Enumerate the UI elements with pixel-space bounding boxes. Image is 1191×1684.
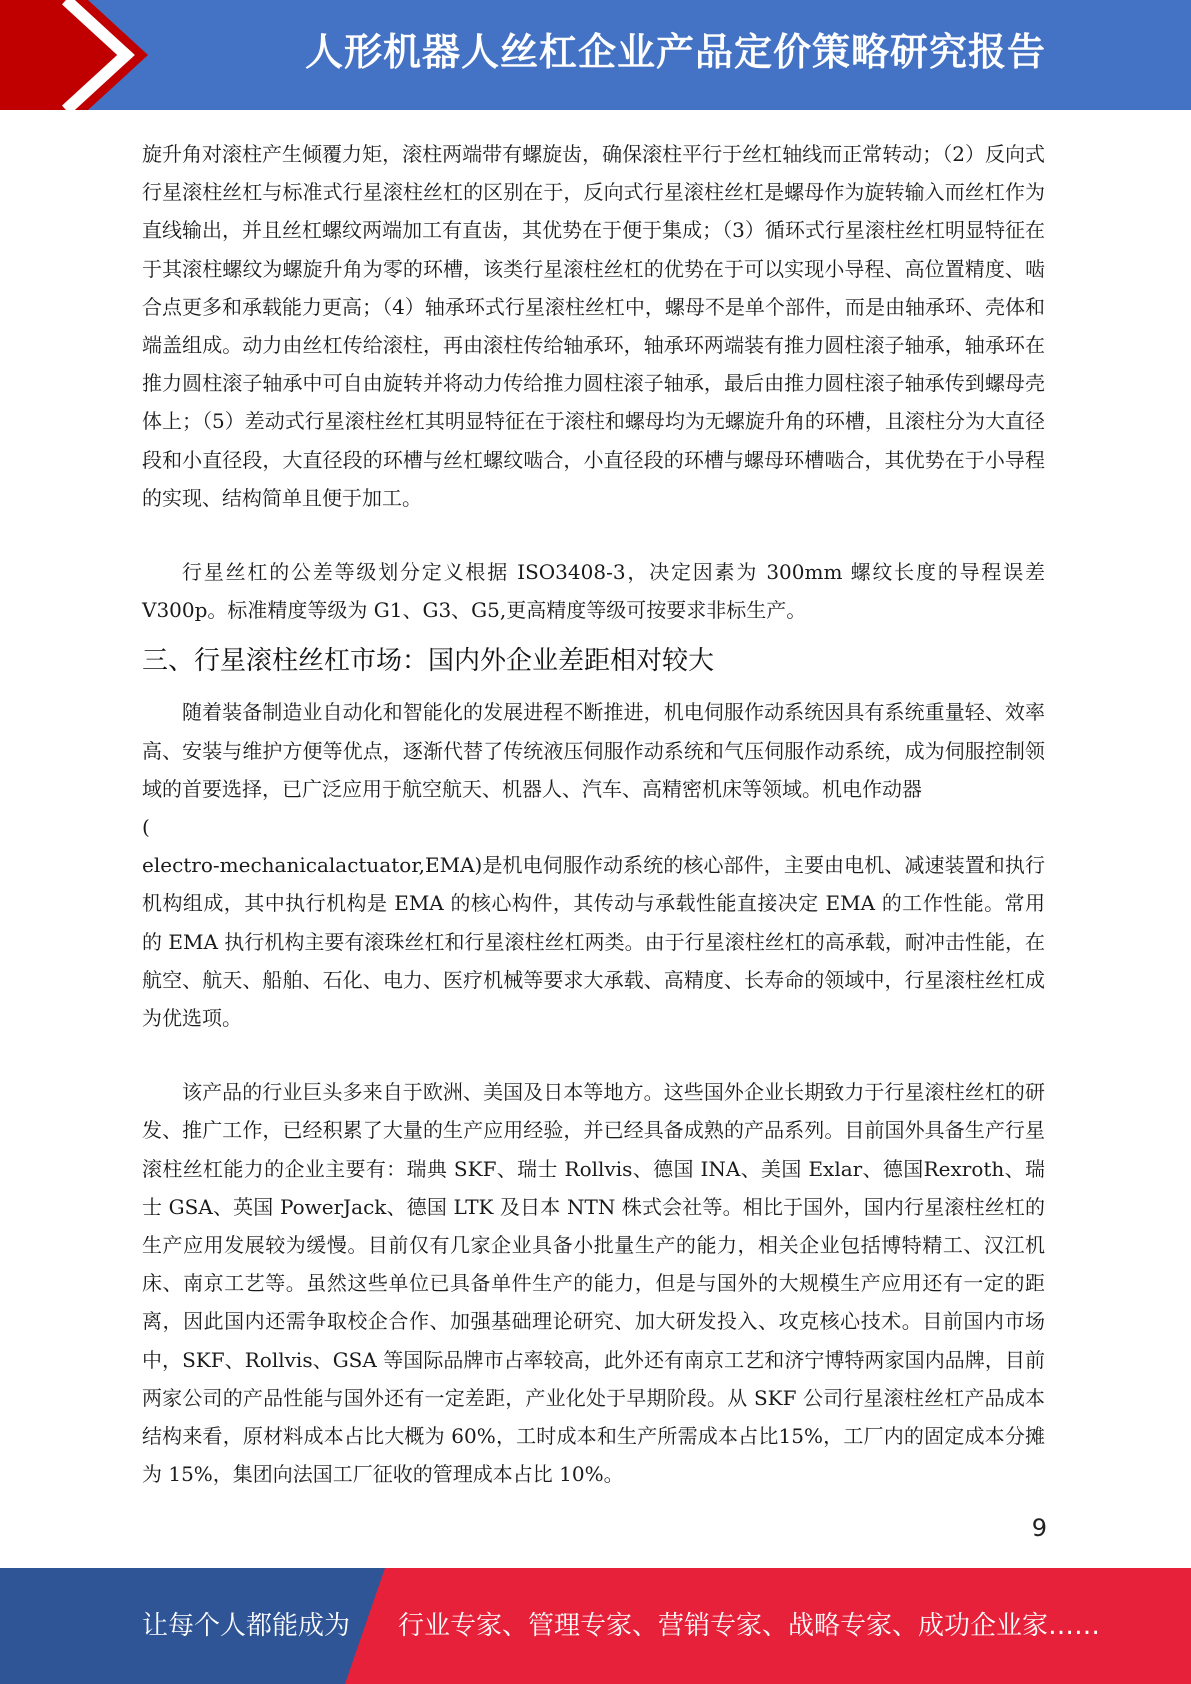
- main-content: [142, 135, 1045, 1494]
- paragraph-ema-intro: 随着装备制造业自动化和智能化的发展进程不断推进，机电伺服作动系统因具有系统重量轻、效率高、安装与维护方便等优点，逐渐代替了传统液压伺服作动系统和气压伺服作动系统，成为伺服控制领域的首要选择，已广泛应用于航空航天、机器人、汽车、高精密机床等领域。机电作动器: [142, 700, 1045, 801]
- footer-slogan-left: 让每个人都能成为: [142, 1611, 351, 1641]
- page-footer: [0, 1568, 1191, 1684]
- paragraph-tolerance-grades: 行星丝杠的公差等级划分定义根据 ISO3408-3，决定因素为 300mm 螺纹长度的导程误差V300p。标准精度等级为 G1、G3、G5,更高精度等级可按要求非标生产。: [142, 560, 1045, 623]
- document-title: 人形机器人丝杠企业产品定价策略研究报告: [304, 30, 1046, 74]
- section-heading: 三、行星滚柱丝杠市场：国内外企业差距相对较大: [142, 646, 715, 677]
- paragraph-market-players: 该产品的行业巨头多来自于欧洲、美国及日本等地方。这些国外企业长期致力于行星滚柱丝杠的研发、推广工作，已经积累了大量的生产应用经验，并已经具备成熟的产品系列。目前国外具备生产行星滚柱丝杠能力的企业主要有：瑞典 SKF、瑞士 Rollvis、德国 INA、美国 Exlar、德国Rexroth、瑞士 GSA、英国 PowerJack、德国 LTK 及日本 NTN 株式会社等。相比于国外，国内行星滚柱丝杠的生产应用发展较为缓慢。目前仅有几家企业具备小批量生产的能力，相关企业包括博特精工、汉江机床、南京工艺等。虽然这些单位已具备单件生产的能力，但是与国外的大规模生产应用还有一定的距离，因此国内还需争取校企合作、加强基础理论研究、加大研发投入、攻克核心技术。目前国内市场中，SKF、Rollvis、GSA 等国际品牌市占率较高，此外还有南京工艺和济宁博特两家国内品牌，目前两家公司的产品性能与国外还有一定差距，产业化处于早期阶段。从 SKF 公司行星滚柱丝杠产品成本结构来看，原材料成本占比大概为 60%，工时成本和生产所需成本占比15%，工厂内的固定成本分摊为 15%，集团向法国工厂征收的管理成本占比 10%。: [142, 1080, 1045, 1487]
- paragraph-ema-paren: (: [142, 815, 150, 840]
- paragraph-planetary-types: 旋升角对滚柱产生倾覆力矩，滚柱两端带有螺旋齿，确保滚柱平行于丝杠轴线而正常转动；（2）反向式行星滚柱丝杠与标准式行星滚柱丝杠的区别在于，反向式行星滚柱丝杠是螺母作为旋转输入而丝杠作为直线输出，并且丝杠螺纹两端加工有直齿，其优势在于便于集成；（3）循环式行星滚柱丝杠明显特征在于其滚柱螺纹为螺旋升角为零的环槽，该类行星滚柱丝杠的优势在于可以实现小导程、高位置精度、啮合点更多和承载能力更高；（4）轴承环式行星滚柱丝杠中，螺母不是单个部件，而是由轴承环、壳体和端盖组成。动力由丝杠传给滚柱，再由滚柱传给轴承环，轴承环两端装有推力圆柱滚子轴承，轴承环在推力圆柱滚子轴承中可自由旋转并将动力传给推力圆柱滚子轴承，最后由推力圆柱滚子轴承传到螺母壳体上；（5）差动式行星滚柱丝杠其明显特征在于滚柱和螺母均为无螺旋升角的环槽，且滚柱分为大直径段和小直径段，大直径段的环槽与丝杠螺纹啮合，小直径段的环槽与螺母环槽啮合，其优势在于小导程的实现、结构简单且便于加工。: [142, 142, 1045, 510]
- footer-slogan-right: 行业专家、管理专家、营销专家、战略专家、成功企业家……: [398, 1611, 1101, 1641]
- paragraph-ema-detail: electro-mechanicalactuator,EMA)是机电伺服作动系统的核心部件，主要由电机、减速装置和执行机构组成，其中执行机构是 EMA 的核心构件，其传动与承载性能直接决定 EMA 的工作性能。常用的 EMA 执行机构主要有滚珠丝杠和行星滚柱丝杠两类。由于行星滚柱丝杠的高承载，耐冲击性能，在航空、航天、船舶、石化、电力、医疗机械等要求大承载、高精度、长寿命的领域中，行星滚柱丝杠成为优选项。: [142, 853, 1045, 1031]
- page-number: 9: [1031, 1514, 1047, 1542]
- page-header: [0, 0, 1191, 110]
